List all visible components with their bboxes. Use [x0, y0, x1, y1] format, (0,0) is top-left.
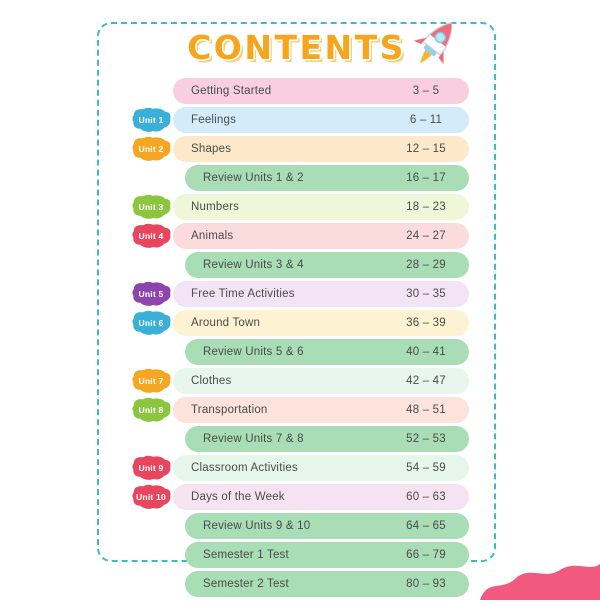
- contents-row[interactable]: [129, 194, 469, 220]
- contents-row[interactable]: [129, 136, 469, 162]
- contents-entry-pages: 42 – 47: [406, 374, 446, 387]
- contents-entry-label: Review Units 9 & 10: [203, 519, 311, 532]
- contents-entry-bar[interactable]: [173, 136, 469, 162]
- contents-row[interactable]: [129, 368, 469, 394]
- contents-entry-label: Feelings: [191, 113, 237, 126]
- unit-badge: [129, 280, 173, 308]
- contents-row[interactable]: [129, 571, 469, 597]
- contents-row[interactable]: [129, 252, 469, 278]
- unit-badge: [129, 454, 173, 482]
- unit-badge: [129, 367, 173, 395]
- contents-entry-bar[interactable]: [185, 513, 469, 539]
- contents-row[interactable]: [129, 281, 469, 307]
- contents-row[interactable]: [129, 107, 469, 133]
- contents-entry-pages: 52 – 53: [406, 432, 446, 445]
- contents-entry-bar[interactable]: [173, 223, 469, 249]
- contents-entry-pages: 6 – 11: [409, 113, 443, 126]
- contents-entry-label: Transportation: [191, 403, 268, 416]
- contents-row[interactable]: [129, 78, 469, 104]
- unit-badge-label: Unit 9: [138, 462, 164, 473]
- contents-entry-label: Free Time Activities: [191, 287, 295, 300]
- contents-entry-pages: 16 – 17: [406, 171, 446, 184]
- contents-entry-label: Getting Started: [191, 84, 272, 97]
- contents-entry-pages: 24 – 27: [406, 229, 446, 242]
- contents-entry-label: Shapes: [191, 142, 232, 155]
- rocket-icon: [405, 12, 467, 74]
- unit-badge-label: Unit 7: [138, 375, 164, 386]
- contents-list: [129, 78, 469, 600]
- contents-entry-label: Classroom Activities: [191, 461, 298, 474]
- contents-entry-pages: 28 – 29: [406, 258, 446, 271]
- contents-entry-bar[interactable]: [173, 484, 469, 510]
- contents-entry-bar[interactable]: [185, 339, 469, 365]
- unit-badge: [129, 135, 173, 163]
- contents-row[interactable]: [129, 165, 469, 191]
- unit-badge-label: Unit 5: [138, 288, 164, 299]
- contents-entry-bar[interactable]: [185, 571, 469, 597]
- contents-row[interactable]: [129, 542, 469, 568]
- contents-entry-bar[interactable]: [173, 368, 469, 394]
- contents-entry-label: Around Town: [191, 316, 261, 329]
- contents-entry-pages: 60 – 63: [406, 490, 446, 503]
- unit-badge: [129, 309, 173, 337]
- contents-entry-bar[interactable]: [173, 194, 469, 220]
- contents-entry-label: Review Units 1 & 2: [203, 171, 304, 184]
- contents-row[interactable]: [129, 223, 469, 249]
- contents-entry-bar[interactable]: [185, 426, 469, 452]
- contents-row[interactable]: [129, 513, 469, 539]
- contents-entry-bar[interactable]: [173, 281, 469, 307]
- contents-entry-pages: 3 – 5: [412, 84, 440, 97]
- unit-badge: [129, 222, 173, 250]
- contents-row[interactable]: [129, 310, 469, 336]
- contents-entry-bar[interactable]: [173, 397, 469, 423]
- contents-entry-label: Semester 2 Test: [203, 577, 289, 590]
- contents-entry-bar[interactable]: [173, 310, 469, 336]
- contents-row[interactable]: [129, 455, 469, 481]
- contents-row[interactable]: [129, 397, 469, 423]
- contents-row[interactable]: [129, 426, 469, 452]
- contents-entry-pages: 18 – 23: [406, 200, 446, 213]
- contents-entry-pages: 36 – 39: [406, 316, 446, 329]
- contents-entry-label: Review Units 7 & 8: [203, 432, 304, 445]
- unit-badge: [129, 193, 173, 221]
- contents-entry-label: Animals: [191, 229, 234, 242]
- contents-entry-pages: 48 – 51: [406, 403, 446, 416]
- unit-badge-label: Unit 3: [138, 201, 164, 212]
- unit-badge: [129, 483, 173, 511]
- pink-blob-decoration: [480, 558, 600, 600]
- unit-badge: [129, 106, 173, 134]
- contents-entry-pages: 66 – 79: [406, 548, 446, 561]
- contents-entry-label: Semester 1 Test: [203, 548, 289, 561]
- contents-entry-pages: 64 – 65: [406, 519, 446, 532]
- contents-entry-bar[interactable]: [173, 455, 469, 481]
- contents-entry-bar[interactable]: [185, 542, 469, 568]
- contents-entry-bar[interactable]: [185, 252, 469, 278]
- contents-entry-label: Days of the Week: [191, 490, 285, 503]
- contents-entry-label: Numbers: [191, 200, 240, 213]
- contents-entry-bar[interactable]: [173, 107, 469, 133]
- contents-entry-pages: 80 – 93: [406, 577, 446, 590]
- contents-row[interactable]: [129, 484, 469, 510]
- contents-entry-pages: 54 – 59: [406, 461, 446, 474]
- contents-entry-bar[interactable]: [185, 165, 469, 191]
- unit-badge-label: Unit 10: [135, 491, 167, 502]
- contents-entry-pages: 40 – 41: [406, 345, 446, 358]
- contents-entry-bar[interactable]: [173, 78, 469, 104]
- unit-badge-label: Unit 8: [138, 404, 164, 415]
- unit-badge: [129, 396, 173, 424]
- contents-entry-label: Review Units 5 & 6: [203, 345, 304, 358]
- contents-entry-pages: 12 – 15: [406, 142, 446, 155]
- unit-badge-label: Unit 1: [138, 114, 164, 125]
- unit-badge-label: Unit 4: [138, 230, 164, 241]
- contents-entry-label: Review Units 3 & 4: [203, 258, 304, 271]
- unit-badge-label: Unit 6: [138, 317, 164, 328]
- unit-badge-label: Unit 2: [138, 143, 164, 154]
- contents-row[interactable]: [129, 339, 469, 365]
- contents-entry-label: Clothes: [191, 374, 232, 387]
- contents-entry-pages: 30 – 35: [406, 287, 446, 300]
- page-title: CONTENTS: [187, 27, 406, 67]
